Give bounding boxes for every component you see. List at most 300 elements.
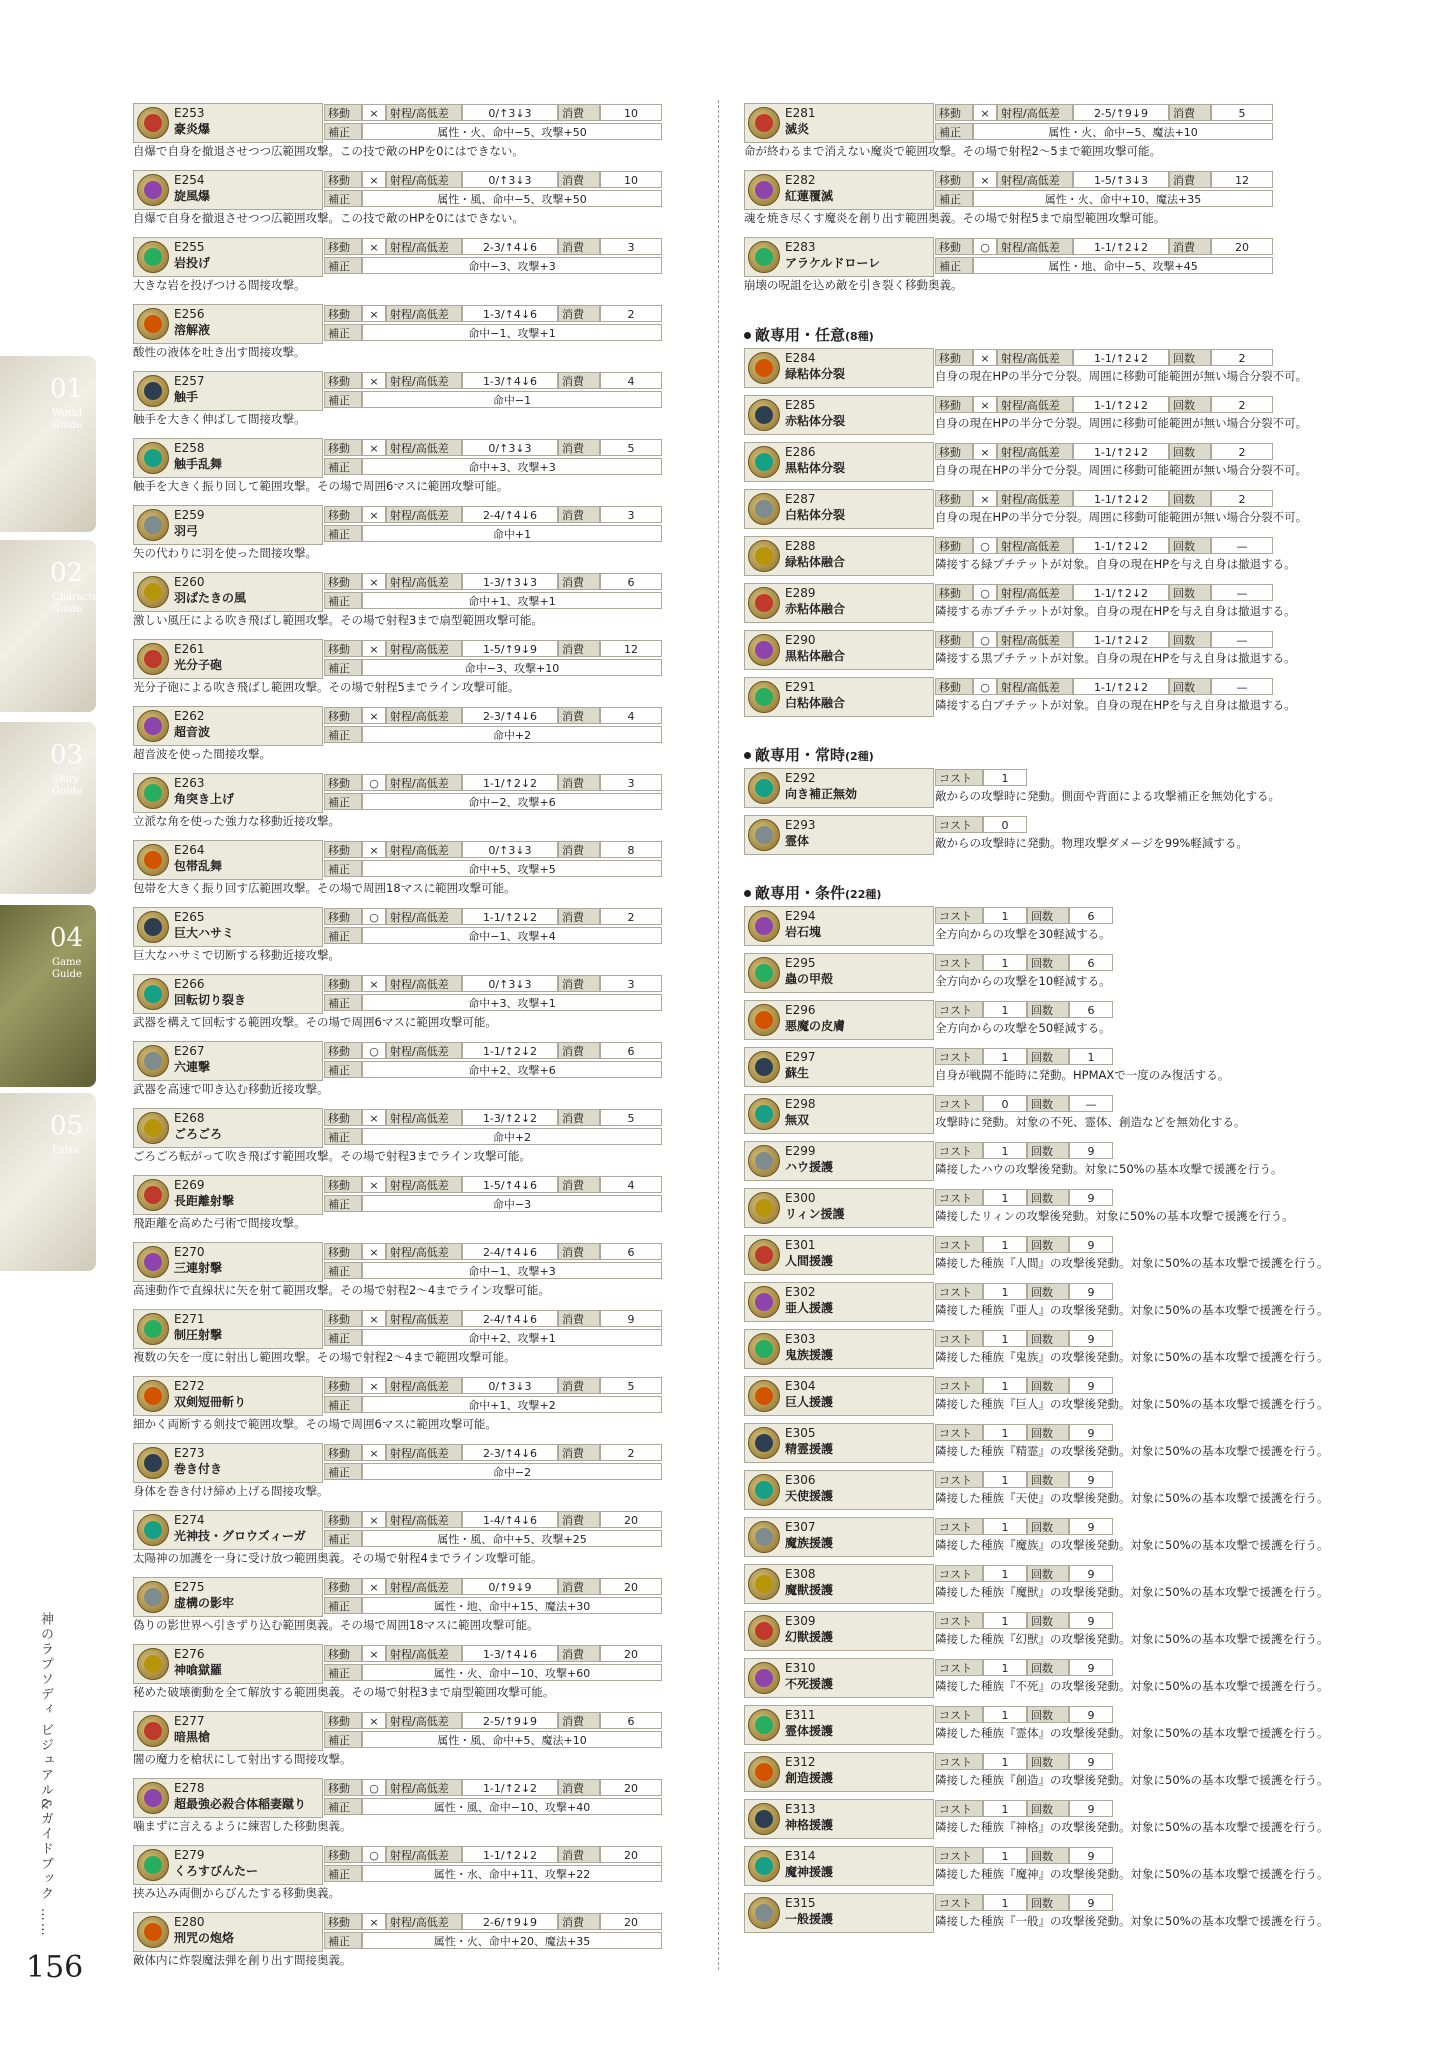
skill-entry bbox=[744, 1376, 1329, 1423]
cost-label: コスト bbox=[935, 1471, 983, 1488]
bonus-label: 補正 bbox=[324, 927, 362, 944]
section-heading bbox=[744, 742, 1304, 768]
skill-entry bbox=[744, 1893, 1329, 1940]
skill-entry bbox=[744, 630, 1304, 677]
skill-code: E305 bbox=[785, 1426, 816, 1440]
skill-description: 全方向からの攻撃を50軽減する。 bbox=[935, 1021, 1111, 1035]
times-label: 回数 bbox=[1027, 1142, 1069, 1159]
bonus-value: 命中−3、攻撃+3 bbox=[362, 257, 662, 274]
skill-icon bbox=[748, 772, 780, 804]
range-value: 1-1/↑2↓2 bbox=[1073, 678, 1169, 695]
skill-description: 攻撃時に発動。対象の不死、霊体、創造などを無効化する。 bbox=[935, 1115, 1246, 1129]
move-value: × bbox=[362, 1176, 386, 1193]
skill-description: 敵からの攻撃時に発動。側面や背面による攻撃補正を無効化する。 bbox=[935, 789, 1280, 803]
times-value: — bbox=[1211, 631, 1273, 648]
skill-description: 隣接した種族『創造』の攻撃後発動。対象に50%の基本攻撃で援護を行う。 bbox=[935, 1773, 1329, 1787]
range-label: 射程/高低差 bbox=[997, 443, 1073, 460]
skill-entry bbox=[744, 348, 1308, 395]
skill-name: 包帯乱舞 bbox=[174, 859, 223, 873]
cost-label: 消費 bbox=[558, 640, 600, 657]
move-label: 移動 bbox=[324, 372, 362, 389]
bonus-label: 補正 bbox=[324, 994, 362, 1011]
skill-code: E296 bbox=[785, 1003, 816, 1017]
skill-icon bbox=[137, 1648, 169, 1680]
skill-description: 矢の代わりに羽を使った間接攻撃。 bbox=[133, 546, 317, 560]
skill-name: 双剣短冊斬り bbox=[174, 1395, 247, 1409]
skill-code: E299 bbox=[785, 1144, 816, 1158]
cost-value: 5 bbox=[600, 1109, 662, 1126]
range-value: 1-3/↑2↓2 bbox=[462, 1109, 558, 1126]
move-value: × bbox=[362, 1511, 386, 1528]
skill-id-box bbox=[133, 840, 323, 880]
skill-code: E263 bbox=[174, 776, 205, 790]
cost-value: 1 bbox=[983, 1518, 1027, 1535]
range-label: 射程/高低差 bbox=[386, 439, 462, 456]
times-label: 回数 bbox=[1027, 954, 1069, 971]
range-label: 射程/高低差 bbox=[997, 171, 1073, 188]
times-label: 回数 bbox=[1169, 349, 1211, 366]
bonus-value: 命中+3、攻撃+1 bbox=[362, 994, 662, 1011]
times-label: 回数 bbox=[1027, 1894, 1069, 1911]
skill-name: 霊体 bbox=[785, 834, 810, 848]
skill-entry bbox=[744, 489, 1308, 536]
bonus-value: 命中+3、攻撃+3 bbox=[362, 458, 662, 475]
range-value: 1-1/↑2↓2 bbox=[1073, 238, 1169, 255]
bonus-label: 補正 bbox=[324, 793, 362, 810]
range-label: 射程/高低差 bbox=[386, 372, 462, 389]
section-title: 敵専用・常時 bbox=[755, 746, 846, 764]
skill-icon bbox=[748, 1145, 780, 1177]
range-value: 0/↑3↓3 bbox=[462, 104, 558, 121]
skill-description: 隣接したリィンの攻撃後発動。対象に50%の基本攻撃で援護を行う。 bbox=[935, 1209, 1294, 1223]
skill-description: 命が終わるまで消えない魔炎で範囲攻撃。その場で射程2〜5まで範囲攻撃可能。 bbox=[744, 144, 1162, 158]
move-label: 移動 bbox=[935, 537, 973, 554]
cost-value: 0 bbox=[983, 1095, 1027, 1112]
chapter-tab-label: Extra bbox=[52, 1145, 80, 1156]
cost-label: コスト bbox=[935, 1706, 983, 1723]
skill-icon bbox=[137, 1581, 169, 1613]
skill-id-box bbox=[744, 583, 934, 623]
skill-description: 武器を構えて回転する範囲攻撃。その場で周囲6マスに範囲攻撃可能。 bbox=[133, 1015, 497, 1029]
cost-label: 消費 bbox=[558, 1243, 600, 1260]
move-label: 移動 bbox=[324, 573, 362, 590]
bonus-label: 補正 bbox=[935, 190, 973, 207]
skill-id-box bbox=[133, 438, 323, 478]
skill-name: 一般援護 bbox=[785, 1912, 834, 1926]
skill-description: 激しい風圧による吹き飛ばし範囲攻撃。その場で射程3まで扇型範囲攻撃可能。 bbox=[133, 613, 543, 627]
move-label: 移動 bbox=[324, 707, 362, 724]
range-value: 2-5/↑9↓9 bbox=[462, 1712, 558, 1729]
skill-code: E308 bbox=[785, 1567, 816, 1581]
times-value: 9 bbox=[1069, 1894, 1113, 1911]
skill-name: 豪炎爆 bbox=[174, 122, 211, 136]
cost-label: コスト bbox=[935, 1424, 983, 1441]
skill-description: 身体を巻き付け締め上げる間接攻撃。 bbox=[133, 1484, 329, 1498]
skill-id-box bbox=[744, 489, 934, 529]
skill-description: 隣接する緑プチテットが対象。自身の現在HPを与え自身は撤退する。 bbox=[935, 557, 1296, 571]
skill-name: 長距離射撃 bbox=[174, 1194, 235, 1208]
times-label: 回数 bbox=[1027, 1659, 1069, 1676]
skill-entry bbox=[133, 1644, 693, 1711]
skill-name: アラケルドローレ bbox=[785, 256, 881, 270]
skill-icon bbox=[137, 1246, 169, 1278]
range-value: 1-1/↑2↓2 bbox=[462, 908, 558, 925]
bonus-label: 補正 bbox=[324, 1128, 362, 1145]
skill-name: 魔神援護 bbox=[785, 1865, 834, 1879]
range-value: 1-1/↑2↓2 bbox=[1073, 537, 1169, 554]
bonus-value: 命中+2、攻撃+6 bbox=[362, 1061, 662, 1078]
skill-icon bbox=[748, 587, 780, 619]
skill-entry bbox=[744, 815, 1304, 862]
move-value: ○ bbox=[362, 1846, 386, 1863]
bonus-label: 補正 bbox=[324, 1798, 362, 1815]
skill-name: 白粘体融合 bbox=[785, 696, 846, 710]
skill-description: 隣接する黒プチテットが対象。自身の現在HPを与え自身は撤退する。 bbox=[935, 651, 1296, 665]
times-label: 回数 bbox=[1027, 1565, 1069, 1582]
skill-code: E288 bbox=[785, 539, 816, 553]
move-label: 移動 bbox=[324, 1712, 362, 1729]
skill-icon bbox=[748, 1850, 780, 1882]
range-label: 射程/高低差 bbox=[997, 678, 1073, 695]
chapter-tab-05[interactable] bbox=[0, 1093, 96, 1271]
skill-description: 全方向からの攻撃を30軽減する。 bbox=[935, 927, 1111, 941]
cost-value: 6 bbox=[600, 573, 662, 590]
range-label: 射程/高低差 bbox=[386, 908, 462, 925]
move-value: × bbox=[362, 640, 386, 657]
times-label: 回数 bbox=[1169, 584, 1211, 601]
skill-id-box bbox=[744, 1752, 934, 1792]
skill-name: 亜人援護 bbox=[785, 1301, 834, 1315]
cost-label: コスト bbox=[935, 1753, 983, 1770]
skill-icon bbox=[137, 978, 169, 1010]
chapter-tab-number: 03 bbox=[50, 740, 84, 770]
move-label: 移動 bbox=[324, 1846, 362, 1863]
skill-code: E307 bbox=[785, 1520, 816, 1534]
times-value: 1 bbox=[1069, 1048, 1113, 1065]
bullet-icon bbox=[744, 890, 751, 897]
range-label: 射程/高低差 bbox=[997, 537, 1073, 554]
skill-code: E315 bbox=[785, 1896, 816, 1910]
skill-entry bbox=[133, 1242, 693, 1309]
cost-label: 消費 bbox=[1169, 104, 1211, 121]
range-label: 射程/高低差 bbox=[997, 349, 1073, 366]
skill-description: 隣接した種族『不死』の攻撃後発動。対象に50%の基本攻撃で援護を行う。 bbox=[935, 1679, 1329, 1693]
times-label: 回数 bbox=[1169, 490, 1211, 507]
skill-icon bbox=[748, 1004, 780, 1036]
cost-label: コスト bbox=[935, 1001, 983, 1018]
skill-icon bbox=[748, 1192, 780, 1224]
range-value: 0/↑3↓3 bbox=[462, 975, 558, 992]
skill-icon bbox=[748, 446, 780, 478]
skill-id-box bbox=[744, 536, 934, 576]
skill-icon bbox=[748, 174, 780, 206]
move-label: 移動 bbox=[324, 439, 362, 456]
times-label: 回数 bbox=[1027, 1048, 1069, 1065]
skill-icon bbox=[748, 1380, 780, 1412]
skill-name: 虚構の影牢 bbox=[174, 1596, 235, 1610]
skill-id-box bbox=[744, 1094, 934, 1134]
cost-label: コスト bbox=[935, 1894, 983, 1911]
move-value: × bbox=[362, 975, 386, 992]
cost-label: コスト bbox=[935, 1283, 983, 1300]
range-label: 射程/高低差 bbox=[997, 584, 1073, 601]
bonus-value: 命中−3、攻撃+10 bbox=[362, 659, 662, 676]
section-count: (22種) bbox=[845, 888, 882, 901]
bonus-label: 補正 bbox=[324, 190, 362, 207]
skill-icon bbox=[137, 576, 169, 608]
move-label: 移動 bbox=[935, 584, 973, 601]
range-label: 射程/高低差 bbox=[386, 1243, 462, 1260]
chapter-tab-02[interactable] bbox=[0, 540, 104, 712]
skill-code: E254 bbox=[174, 173, 205, 187]
times-value: 9 bbox=[1069, 1377, 1113, 1394]
skill-code: E313 bbox=[785, 1802, 816, 1816]
range-value: 2-3/↑4↓6 bbox=[462, 707, 558, 724]
skill-id-box bbox=[744, 1282, 934, 1322]
skill-description: 隣接する赤プチテットが対象。自身の現在HPを与え自身は撤退する。 bbox=[935, 604, 1296, 618]
cost-label: 消費 bbox=[558, 1109, 600, 1126]
skill-icon bbox=[748, 1427, 780, 1459]
move-label: 移動 bbox=[324, 975, 362, 992]
move-value: ○ bbox=[973, 631, 997, 648]
move-value: × bbox=[973, 349, 997, 366]
move-label: 移動 bbox=[935, 349, 973, 366]
move-label: 移動 bbox=[935, 171, 973, 188]
skill-icon bbox=[748, 241, 780, 273]
skill-description: 隣接した種族『天使』の攻撃後発動。対象に50%の基本攻撃で援護を行う。 bbox=[935, 1491, 1329, 1505]
skill-id-box bbox=[744, 630, 934, 670]
skill-description: 包帯を大きく振り回す広範囲攻撃。その場で周囲18マスに範囲攻撃可能。 bbox=[133, 881, 516, 895]
times-label: 回数 bbox=[1027, 907, 1069, 924]
skill-description: 酸性の液体を吐き出す間接攻撃。 bbox=[133, 345, 306, 359]
cost-value: 1 bbox=[983, 1659, 1027, 1676]
cost-label: 消費 bbox=[558, 573, 600, 590]
skill-code: E277 bbox=[174, 1714, 205, 1728]
skill-code: E283 bbox=[785, 240, 816, 254]
move-label: 移動 bbox=[324, 1444, 362, 1461]
right-column bbox=[744, 103, 1329, 1940]
bonus-label: 補正 bbox=[324, 1463, 362, 1480]
cost-value: 1 bbox=[983, 1189, 1027, 1206]
skill-name: 滅炎 bbox=[785, 122, 810, 136]
skill-description: 隣接した種族『一般』の攻撃後発動。対象に50%の基本攻撃で援護を行う。 bbox=[935, 1914, 1329, 1928]
move-value: × bbox=[362, 104, 386, 121]
cost-label: 消費 bbox=[558, 506, 600, 523]
skill-code: E265 bbox=[174, 910, 205, 924]
move-label: 移動 bbox=[324, 640, 362, 657]
cost-label: コスト bbox=[935, 816, 983, 833]
skill-id-box bbox=[744, 1846, 934, 1886]
move-label: 移動 bbox=[324, 841, 362, 858]
skill-code: E287 bbox=[785, 492, 816, 506]
chapter-tab-label: World Guide bbox=[52, 408, 82, 431]
skill-name: 旋風爆 bbox=[174, 189, 211, 203]
skill-id-box bbox=[133, 304, 323, 344]
skill-entry bbox=[744, 1799, 1329, 1846]
skill-entry bbox=[133, 1175, 693, 1242]
skill-id-box bbox=[744, 1000, 934, 1040]
range-label: 射程/高低差 bbox=[997, 631, 1073, 648]
cost-label: コスト bbox=[935, 1565, 983, 1582]
times-label: 回数 bbox=[1027, 1753, 1069, 1770]
range-label: 射程/高低差 bbox=[386, 1042, 462, 1059]
cost-value: 3 bbox=[600, 975, 662, 992]
skill-icon bbox=[137, 1112, 169, 1144]
skill-id-box bbox=[133, 1644, 323, 1684]
skill-id-box bbox=[744, 1470, 934, 1510]
skill-icon bbox=[748, 399, 780, 431]
range-label: 射程/高低差 bbox=[386, 1377, 462, 1394]
times-value: 9 bbox=[1069, 1565, 1113, 1582]
cost-label: 消費 bbox=[558, 439, 600, 456]
range-value: 2-4/↑4↓6 bbox=[462, 506, 558, 523]
move-label: 移動 bbox=[324, 1779, 362, 1796]
chapter-tab-01[interactable] bbox=[0, 356, 96, 532]
skill-name: 触手乱舞 bbox=[174, 457, 223, 471]
skill-name: 神喰獄羅 bbox=[174, 1663, 223, 1677]
skill-code: E302 bbox=[785, 1285, 816, 1299]
bonus-value: 属性・火、命中−10、攻撃+60 bbox=[362, 1664, 662, 1681]
skill-name: 岩石塊 bbox=[785, 925, 822, 939]
skill-name: 蟲の甲殻 bbox=[785, 972, 834, 986]
bonus-value: 属性・風、命中−5、攻撃+50 bbox=[362, 190, 662, 207]
skill-name: 人間援護 bbox=[785, 1254, 834, 1268]
bonus-label: 補正 bbox=[324, 659, 362, 676]
skill-icon bbox=[748, 493, 780, 525]
skill-icon bbox=[137, 911, 169, 943]
chapter-tab-04[interactable] bbox=[0, 905, 96, 1087]
range-label: 射程/高低差 bbox=[386, 1310, 462, 1327]
cost-value: 6 bbox=[600, 1243, 662, 1260]
bonus-value: 命中−1、攻撃+4 bbox=[362, 927, 662, 944]
chapter-tab-label: Game Guide bbox=[52, 957, 82, 980]
skill-name: 蘇生 bbox=[785, 1066, 810, 1080]
move-label: 移動 bbox=[324, 1243, 362, 1260]
skill-entry bbox=[133, 840, 693, 907]
cost-value: 3 bbox=[600, 774, 662, 791]
move-value: ○ bbox=[362, 1042, 386, 1059]
bonus-label: 補正 bbox=[324, 458, 362, 475]
skill-entry bbox=[744, 395, 1308, 442]
times-value: 9 bbox=[1069, 1847, 1113, 1864]
skill-name: 無双 bbox=[785, 1113, 810, 1127]
skill-name: 赤粘体融合 bbox=[785, 602, 846, 616]
cost-value: 20 bbox=[600, 1511, 662, 1528]
move-value: × bbox=[362, 171, 386, 188]
move-label: 移動 bbox=[324, 1377, 362, 1394]
skill-icon bbox=[748, 1897, 780, 1929]
cost-label: 消費 bbox=[558, 1779, 600, 1796]
skill-name: 向き補正無効 bbox=[785, 787, 858, 801]
skill-name: 羽ばたきの風 bbox=[174, 591, 247, 605]
move-value: ○ bbox=[362, 1779, 386, 1796]
left-column bbox=[133, 103, 693, 1979]
range-value: 1-3/↑4↓6 bbox=[462, 372, 558, 389]
range-label: 射程/高低差 bbox=[386, 1712, 462, 1729]
cost-label: コスト bbox=[935, 954, 983, 971]
skill-code: E266 bbox=[174, 977, 205, 991]
range-value: 1-1/↑2↓2 bbox=[462, 1779, 558, 1796]
range-value: 1-1/↑2↓2 bbox=[1073, 631, 1169, 648]
times-label: 回数 bbox=[1027, 1283, 1069, 1300]
cost-value: 1 bbox=[983, 1894, 1027, 1911]
cost-value: 1 bbox=[983, 1001, 1027, 1018]
range-value: 1-1/↑2↓2 bbox=[1073, 443, 1169, 460]
move-value: × bbox=[362, 1712, 386, 1729]
skill-entry bbox=[744, 1564, 1329, 1611]
range-value: 1-1/↑2↓2 bbox=[1073, 490, 1169, 507]
skill-entry bbox=[744, 1846, 1329, 1893]
cost-value: 0 bbox=[983, 816, 1027, 833]
cost-value: 9 bbox=[600, 1310, 662, 1327]
skill-icon bbox=[137, 308, 169, 340]
chapter-tab-03[interactable] bbox=[0, 722, 96, 894]
bonus-label: 補正 bbox=[324, 1597, 362, 1614]
cost-label: コスト bbox=[935, 1330, 983, 1347]
cost-value: 1 bbox=[983, 1565, 1027, 1582]
skill-code: E276 bbox=[174, 1647, 205, 1661]
skill-name: 触手 bbox=[174, 390, 199, 404]
move-value: × bbox=[362, 506, 386, 523]
skill-icon bbox=[748, 1239, 780, 1271]
skill-description: 隣接した種族『魔族』の攻撃後発動。対象に50%の基本攻撃で援護を行う。 bbox=[935, 1538, 1329, 1552]
skill-id-box bbox=[133, 773, 323, 813]
range-label: 射程/高低差 bbox=[386, 1511, 462, 1528]
skill-id-box bbox=[744, 677, 934, 717]
skill-name: 岩投げ bbox=[174, 256, 211, 270]
range-value: 1-5/↑4↓6 bbox=[462, 1176, 558, 1193]
skill-code: E304 bbox=[785, 1379, 816, 1393]
skill-id-box bbox=[133, 1510, 323, 1550]
skill-description: 自身の現在HPの半分で分裂。周囲に移動可能範囲が無い場合分裂不可。 bbox=[935, 369, 1308, 383]
cost-value: 1 bbox=[983, 1330, 1027, 1347]
skill-description: 隣接した種族『幻獣』の攻撃後発動。対象に50%の基本攻撃で援護を行う。 bbox=[935, 1632, 1329, 1646]
skill-name: 角突き上げ bbox=[174, 792, 235, 806]
cost-value: 1 bbox=[983, 907, 1027, 924]
skill-description: 隣接した種族『人間』の攻撃後発動。対象に50%の基本攻撃で援護を行う。 bbox=[935, 1256, 1329, 1270]
skill-description: 全方向からの攻撃を10軽減する。 bbox=[935, 974, 1111, 988]
skill-id-box bbox=[133, 1108, 323, 1148]
bonus-value: 命中−1 bbox=[362, 391, 662, 408]
bonus-label: 補正 bbox=[324, 1731, 362, 1748]
skill-code: E291 bbox=[785, 680, 816, 694]
skill-icon bbox=[748, 1521, 780, 1553]
range-value: 1-3/↑4↓6 bbox=[462, 305, 558, 322]
times-label: 回数 bbox=[1027, 1095, 1069, 1112]
times-value: 9 bbox=[1069, 1424, 1113, 1441]
cost-label: コスト bbox=[935, 1236, 983, 1253]
cost-label: コスト bbox=[935, 1377, 983, 1394]
skill-description: 高速動作で直線状に矢を射て範囲攻撃。その場で射程2〜4までライン攻撃可能。 bbox=[133, 1283, 550, 1297]
skill-icon bbox=[748, 1333, 780, 1365]
move-label: 移動 bbox=[324, 1645, 362, 1662]
cost-label: コスト bbox=[935, 1095, 983, 1112]
skill-description: 自身の現在HPの半分で分裂。周囲に移動可能範囲が無い場合分裂不可。 bbox=[935, 510, 1308, 524]
skill-icon bbox=[748, 681, 780, 713]
move-value: × bbox=[362, 573, 386, 590]
skill-code: E295 bbox=[785, 956, 816, 970]
move-value: × bbox=[973, 443, 997, 460]
times-value: 9 bbox=[1069, 1659, 1113, 1676]
skill-code: E256 bbox=[174, 307, 205, 321]
move-value: × bbox=[362, 1913, 386, 1930]
bonus-value: 属性・火、命中+20、魔法+35 bbox=[362, 1932, 662, 1949]
skill-entry bbox=[744, 103, 1304, 170]
skill-description: ごろごろ転がって吹き飛ばす範囲攻撃。その場で射程3までライン攻撃可能。 bbox=[133, 1149, 531, 1163]
section-heading bbox=[744, 880, 1304, 906]
cost-value: 1 bbox=[983, 1706, 1027, 1723]
bonus-value: 属性・火、命中−5、攻撃+50 bbox=[362, 123, 662, 140]
